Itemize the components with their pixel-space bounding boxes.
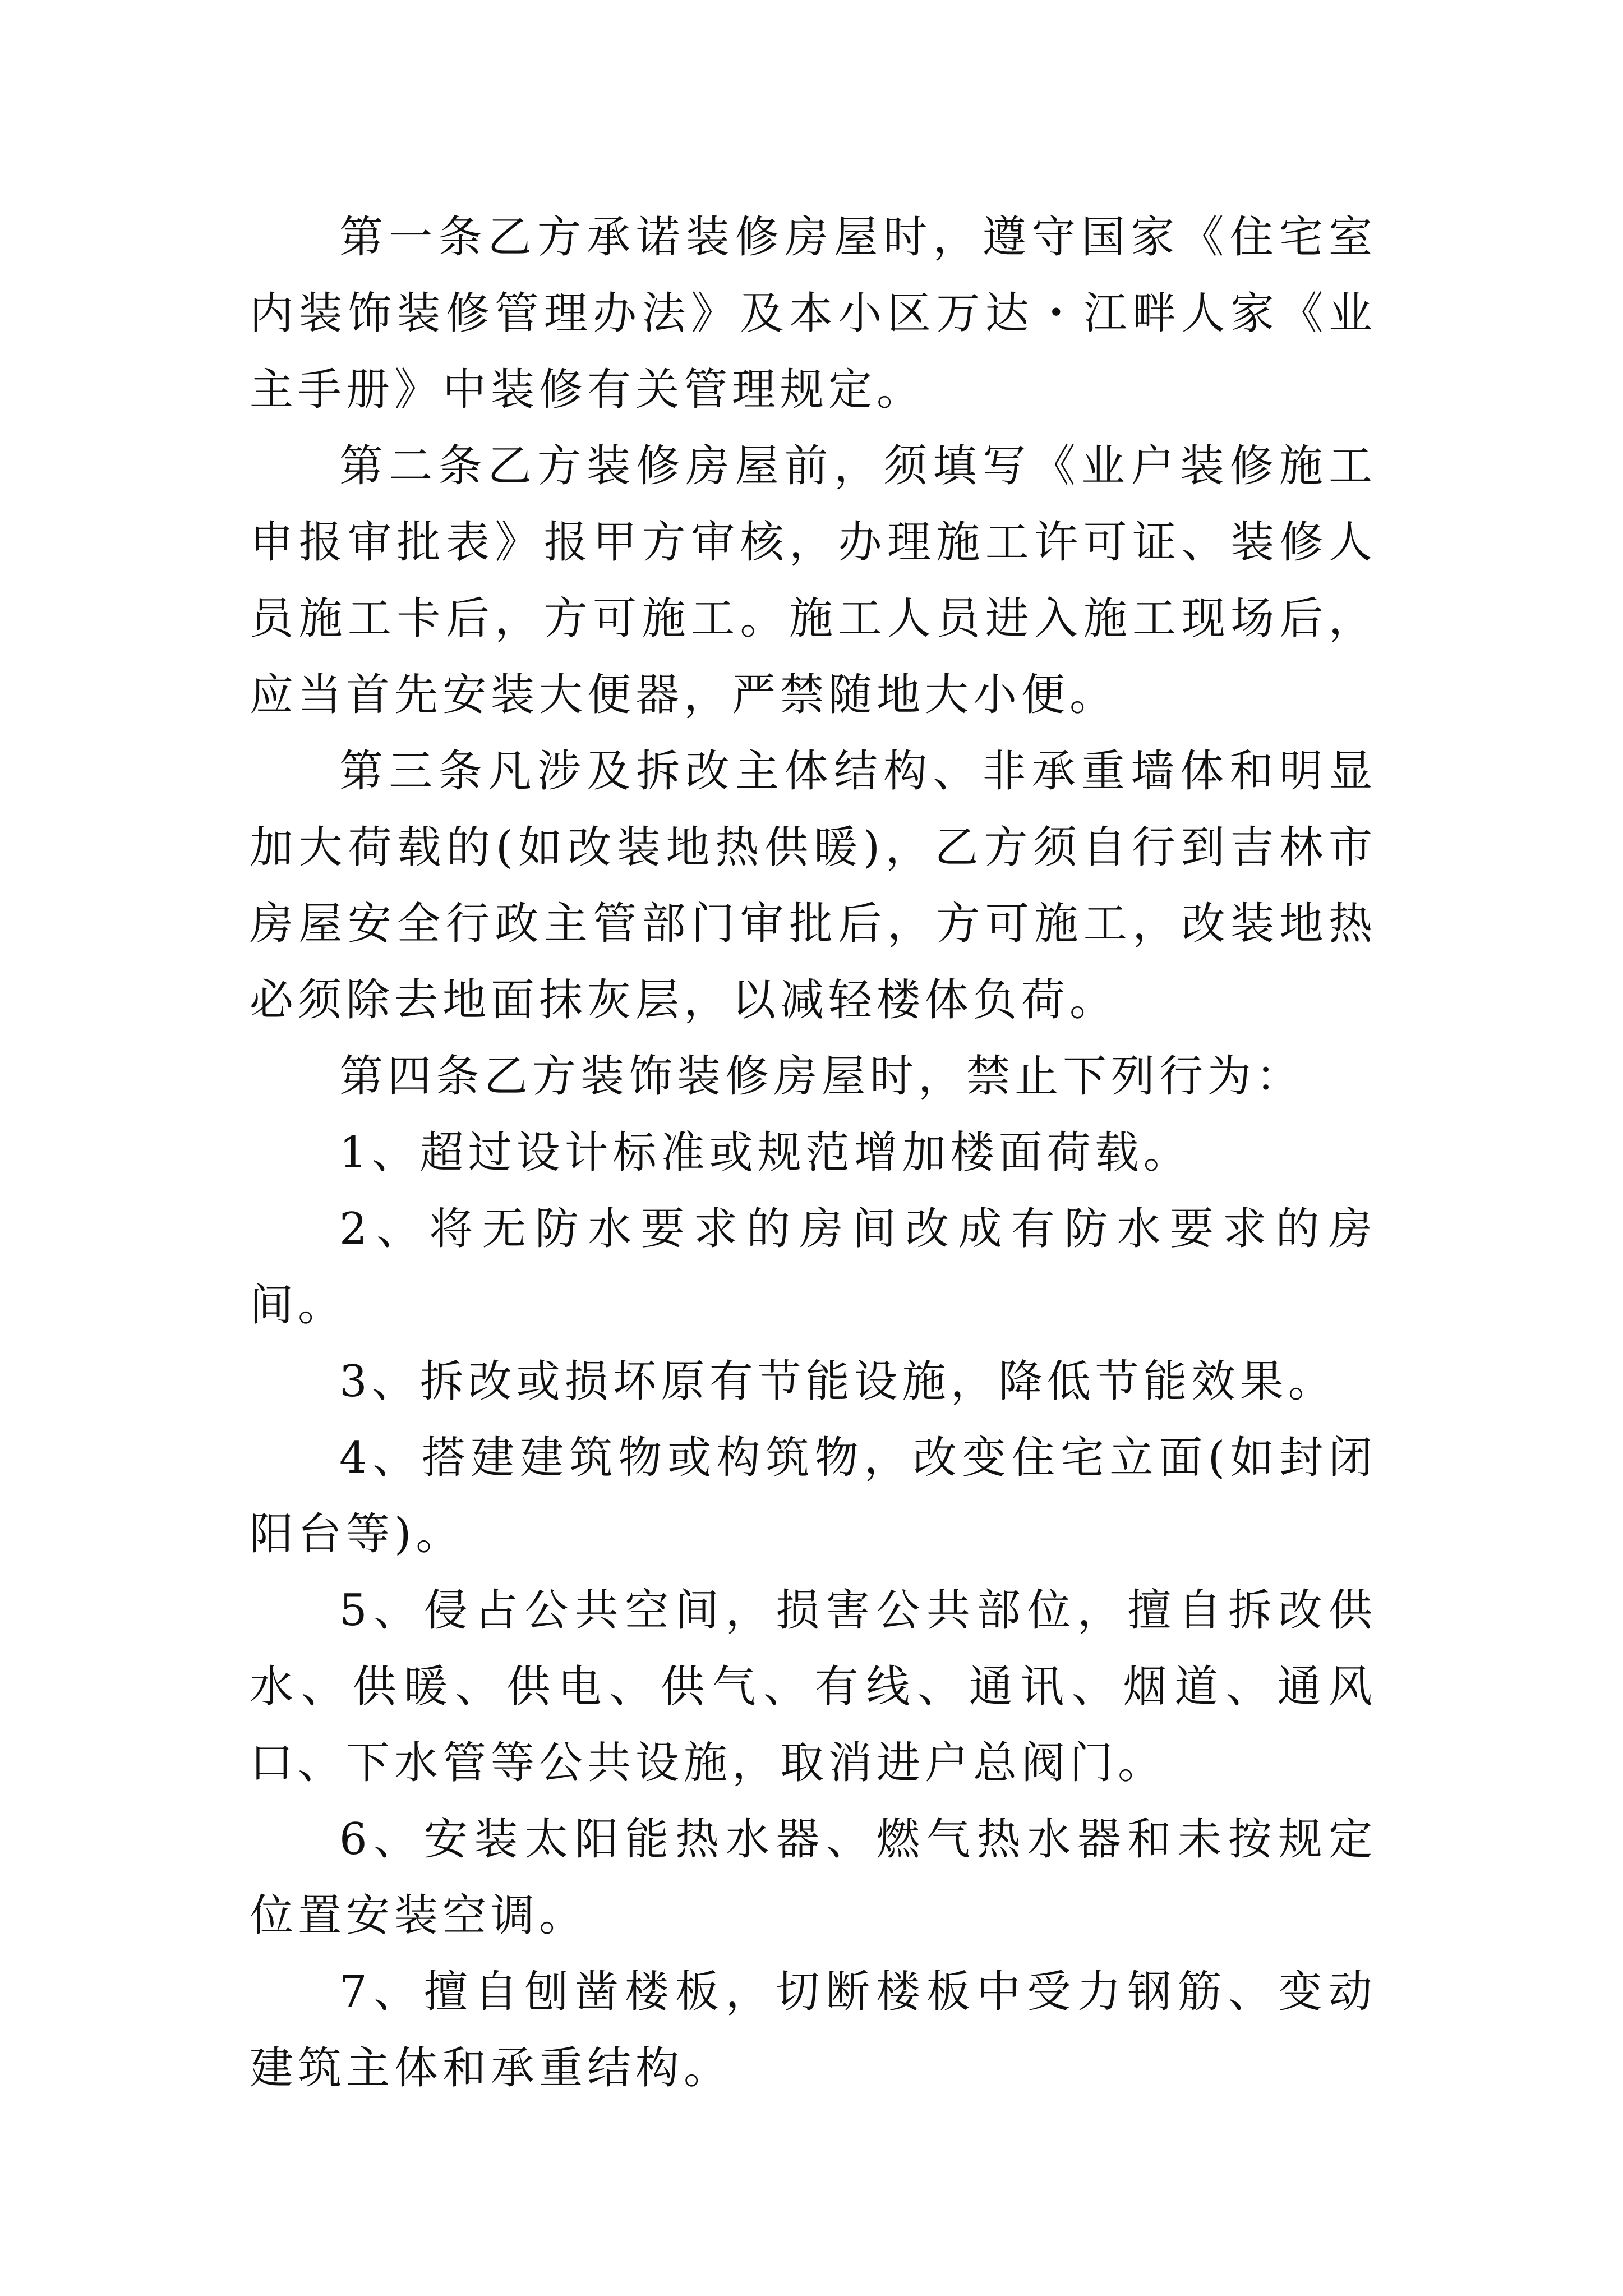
list-item-1: 1、超过设计标准或规范增加楼面荷载。	[339, 1128, 1192, 1178]
list-item-2: 2、将无防水要求的房间改成有防水要求的房间。	[250, 1204, 1377, 1331]
article-2: 第二条乙方装修房屋前，须填写《业户装修施工申报审批表》报甲方审核，办理施工许可证、装修人员施工卡后，方可施工。施工人员进入施工现场后，应当首先安装大便器，严禁随地大小便。	[250, 441, 1377, 720]
article-1: 第一条乙方承诺装修房屋时，遵守国家《住宅室内装饰装修管理办法》及本小区万达・江畔人家《业主手册》中装修有关管理规定。	[250, 212, 1377, 415]
article-4: 第四条乙方装饰装修房屋时，禁止下列行为：	[339, 1051, 1304, 1102]
list-item-3: 3、拆改或损坏原有节能设施，降低节能效果。	[339, 1356, 1336, 1407]
list-item-7: 7、擅自刨凿楼板，切断楼板中受力钢筋、变动建筑主体和承重结构。	[250, 1967, 1377, 2093]
article-3: 第三条凡涉及拆改主体结构、非承重墙体和明显加大荷载的(如改装地热供暖)，乙方须自行到吉林市房屋安全行政主管部门审批后，方可施工，改装地热必须除去地面抹灰层，以减轻楼体负荷。	[250, 746, 1377, 1025]
document-body	[250, 199, 1377, 2106]
list-item-4: 4、搭建建筑物或构筑物，改变住宅立面(如封闭阳台等)。	[250, 1433, 1377, 1559]
list-item-6: 6、安装太阳能热水器、燃气热水器和未按规定位置安装空调。	[250, 1814, 1377, 1941]
list-item-5: 5、侵占公共空间，损害公共部位，擅自拆改供水、供暖、供电、供气、有线、通讯、烟道、通风口、下水管等公共设施，取消进户总阀门。	[250, 1585, 1377, 1788]
